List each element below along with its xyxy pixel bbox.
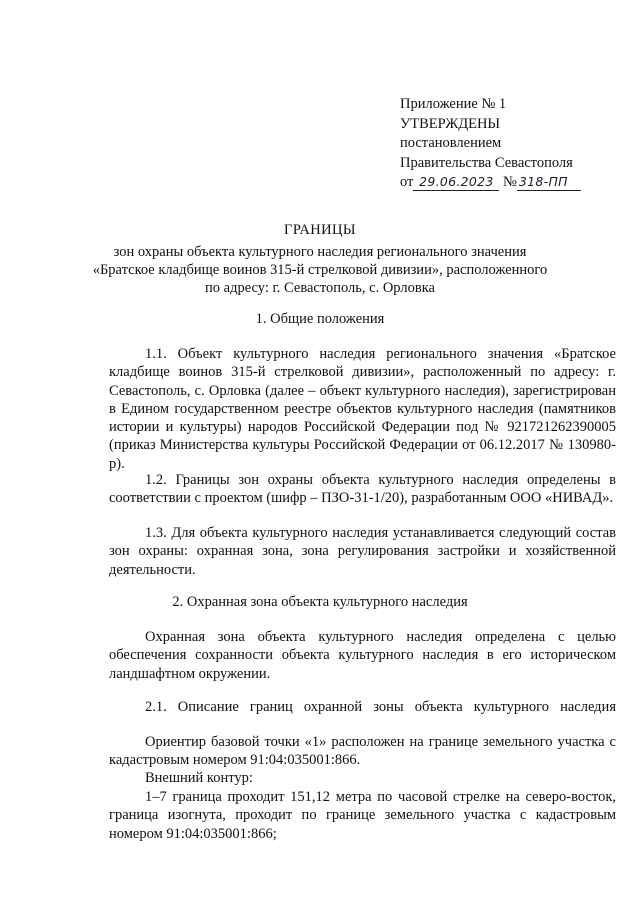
paragraph-1-2: 1.2. Границы зон охраны объекта культурного наследия определены в соответствии с проектом (шифр – ПЗО-31-1/20), разработанным ООО «НИВАД». [109,472,616,507]
number-prefix: № [503,174,517,191]
number-field [517,174,581,191]
approved-label: УТВЕРЖДЕНЫ [400,115,501,132]
subtitle-line-1: зон охраны объекта культурного наследия регионального значения [113,244,527,260]
subtitle-line-3: по адресу: г. Севастополь, с. Орловка [205,280,435,297]
title-main: ГРАНИЦЫ [284,222,356,238]
resolution-label: постановлением [400,135,502,152]
document-subtitle [0,243,640,298]
outer-contour-label: Внешний контур: [145,770,253,786]
paragraph-1-3: 1.3. Для объекта культурного наследия устанавливается следующий состав зон охраны: охранная зона, зона регулирования застройки и хозяйственной деятельности. [109,525,616,578]
date-number-line [400,173,581,193]
date-handwritten: 29.06.2023 [419,174,494,190]
approval-stamp-block [400,95,581,193]
paragraph-base-point: Ориентир базовой точки «1» расположен на границе земельного участка с кадастровым номером 91:04:035001:866. [109,734,616,769]
section-2-heading: 2. Охранная зона объекта культурного наследия [172,594,468,610]
document-title [0,222,640,239]
date-prefix: от [400,174,414,191]
paragraph-boundary-1-7: 1–7 граница проходит 151,12 метра по часовой стрелке на северо-восток, граница изогнута, проходит по границе земельного участка с кадастровым номером 91:04:035001:866; [109,789,616,842]
date-field [413,174,499,191]
appendix-label: Приложение № 1 [400,96,507,112]
paragraph-2-intro: Охранная зона объекта культурного наследия определена с целью обеспечения сохранности объекта культурного наследия в его историческом ландшафтном окружении. [109,629,616,682]
section-1-heading: 1. Общие положения [255,311,385,327]
number-handwritten: 318-ПП [518,174,568,190]
government-label: Правительства Севастополя [400,154,573,171]
paragraph-1-1: 1.1. Объект культурного наследия регионального значения «Братское кладбище воинов 315-й стрелковой дивизии», расположенный по адресу: г. Севастополь, с. Орловка (далее – объект культурного наследия), зарегистрирован в Едином государственном реестре объектов культурного наследия (памятников истории и культуры) народов Российской Федерации под № 921721262390005 (приказ Министерства культуры Российской Федерации от 06.12.2017 № 130980-р). [109,346,616,472]
subtitle-line-2: «Братское кладбище воинов 315-й стрелковой дивизии», расположенного [92,262,548,279]
paragraph-2-1-heading: 2.1. Описание границ охранной зоны объекта культурного наследия [145,699,616,715]
